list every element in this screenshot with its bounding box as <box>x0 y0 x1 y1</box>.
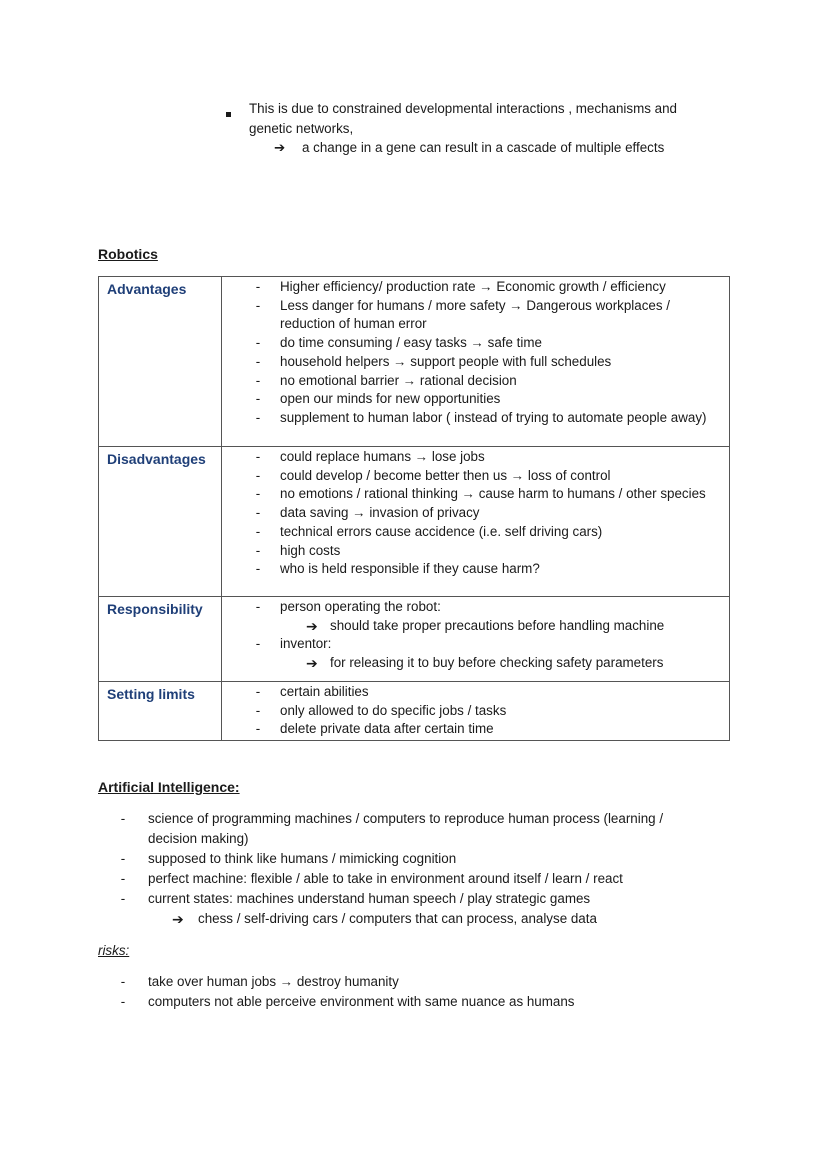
dash-marker: - <box>255 505 261 521</box>
robotics-row-content <box>222 597 730 682</box>
list-item <box>222 390 725 409</box>
list-item <box>222 467 725 486</box>
arrow-icon: ➔ <box>172 911 184 927</box>
list-item <box>222 542 725 561</box>
list-item <box>222 720 725 739</box>
list-item <box>222 635 725 654</box>
arrow-item <box>222 617 725 636</box>
arrow-item-text: should take proper precautions before handling machine <box>330 617 665 633</box>
robotics-row-label: Advantages <box>99 277 222 447</box>
list-item-text: current states: machines understand human speech / play strategic games <box>148 891 591 906</box>
list-item-text: certain abilities <box>280 684 369 699</box>
list-item-text: person operating the robot: <box>280 599 441 614</box>
list-item <box>222 560 725 579</box>
intro-arrow-icon: ➔ <box>274 140 286 155</box>
robotics-row-advantages <box>99 277 730 447</box>
dash-marker: - <box>120 851 126 866</box>
robotics-row-responsibility <box>99 597 730 682</box>
list-item-text: delete private data after certain time <box>280 721 494 737</box>
robotics-table <box>98 276 730 741</box>
dash-marker: - <box>120 891 126 906</box>
robotics-row-label: Responsibility <box>99 597 222 682</box>
list-item <box>222 523 725 542</box>
list-item-text: only allowed to do specific jobs / tasks <box>280 702 507 718</box>
arrow-icon: ➔ <box>306 655 318 672</box>
arrow-item <box>222 654 725 673</box>
list-item <box>98 889 708 909</box>
list-item-text: computers not able perceive environment with same nuance as humans <box>148 994 575 1009</box>
robotics-row-label: Setting limits <box>99 682 222 741</box>
list-item-text: no emotions / rational thinking → cause harm to humans / other species <box>280 486 706 502</box>
arrow-item <box>98 909 708 929</box>
risks-heading: risks: <box>98 943 130 958</box>
dash-marker: - <box>255 561 261 577</box>
list-item <box>98 849 708 869</box>
list-item <box>98 992 708 1012</box>
dash-marker: - <box>120 974 126 989</box>
list-item <box>222 409 725 428</box>
list-item-text: science of programming machines / computers to reproduce human process (learning / decision making) <box>148 811 664 846</box>
list-item-text: inventor: <box>280 636 332 652</box>
intro-arrow-text: a change in a gene can result in a cascade of multiple effects <box>302 140 665 155</box>
list-item-text: take over human jobs → destroy humanity <box>148 974 399 989</box>
robotics-row-content <box>222 682 730 741</box>
list-item-text: high costs <box>280 542 341 558</box>
dash-marker: - <box>120 811 126 826</box>
list-item-text: supplement to human labor ( instead of trying to automate people away) <box>280 409 707 425</box>
list-item <box>222 353 725 372</box>
dash-marker: - <box>255 486 261 502</box>
robotics-row-content <box>222 447 730 597</box>
ai-heading: Artificial Intelligence: <box>98 779 240 795</box>
list-item <box>222 448 725 467</box>
list-item-text: perfect machine: flexible / able to take in environment around itself / learn / react <box>148 871 623 886</box>
dash-marker: - <box>120 871 126 886</box>
dash-marker: - <box>255 542 261 558</box>
dash-marker: - <box>255 702 261 718</box>
list-item-text: technical errors cause accidence (i.e. self driving cars) <box>280 523 603 539</box>
robotics-row-setting-limits <box>99 682 730 741</box>
dash-marker: - <box>255 409 261 425</box>
intro-bullet-marker <box>226 104 231 123</box>
list-item-text: data saving → invasion of privacy <box>280 505 480 521</box>
list-item-text: household helpers → support people with full schedules <box>280 353 612 369</box>
dash-marker: - <box>255 467 261 483</box>
list-item-text: could develop / become better then us → loss of control <box>280 467 611 483</box>
dash-marker: - <box>255 391 261 407</box>
list-item <box>222 504 725 523</box>
dash-marker: - <box>255 353 261 369</box>
robotics-heading: Robotics <box>98 246 158 262</box>
list-item-text: open our minds for new opportunities <box>280 391 501 407</box>
dash-marker: - <box>255 297 261 313</box>
arrow-icon: ➔ <box>306 617 318 634</box>
list-item <box>222 683 725 702</box>
list-item-text: Less danger for humans / more safety → Dangerous workplaces / reduction of human error <box>280 297 671 332</box>
intro-bullet-text: This is due to constrained developmental interactions , mechanisms and genetic networks, <box>249 101 677 136</box>
dash-marker: - <box>255 279 261 294</box>
list-item-text: who is held responsible if they cause harm? <box>280 561 540 577</box>
robotics-row-content <box>222 277 730 447</box>
dash-marker: - <box>255 684 261 699</box>
list-item-text: could replace humans → lose jobs <box>280 449 485 464</box>
dash-marker: - <box>255 449 261 464</box>
list-item-text: do time consuming / easy tasks → safe time <box>280 335 542 351</box>
dash-marker: - <box>255 721 261 737</box>
dash-marker: - <box>255 523 261 539</box>
risks-list <box>98 972 708 1012</box>
list-item <box>222 702 725 721</box>
dash-marker: - <box>255 636 261 652</box>
list-item <box>222 485 725 504</box>
list-item <box>222 372 725 391</box>
dash-marker: - <box>255 599 261 614</box>
robotics-row-label: Disadvantages <box>99 447 222 597</box>
list-item <box>222 297 725 334</box>
list-item <box>222 334 725 353</box>
arrow-item-text: for releasing it to buy before checking safety parameters <box>330 655 664 671</box>
robotics-row-disadvantages <box>99 447 730 597</box>
list-item-text: no emotional barrier → rational decision <box>280 372 517 388</box>
ai-list <box>98 809 708 929</box>
list-item <box>222 278 725 297</box>
list-item-text: supposed to think like humans / mimicking cognition <box>148 851 457 866</box>
list-item <box>98 869 708 889</box>
list-item <box>98 972 708 992</box>
dash-marker: - <box>255 335 261 351</box>
list-item <box>222 598 725 617</box>
list-item <box>98 809 708 849</box>
dash-marker: - <box>120 994 126 1009</box>
arrow-item-text: chess / self-driving cars / computers that can process, analyse data <box>198 911 597 926</box>
list-item-text: Higher efficiency/ production rate → Economic growth / efficiency <box>280 279 666 294</box>
dash-marker: - <box>255 372 261 388</box>
